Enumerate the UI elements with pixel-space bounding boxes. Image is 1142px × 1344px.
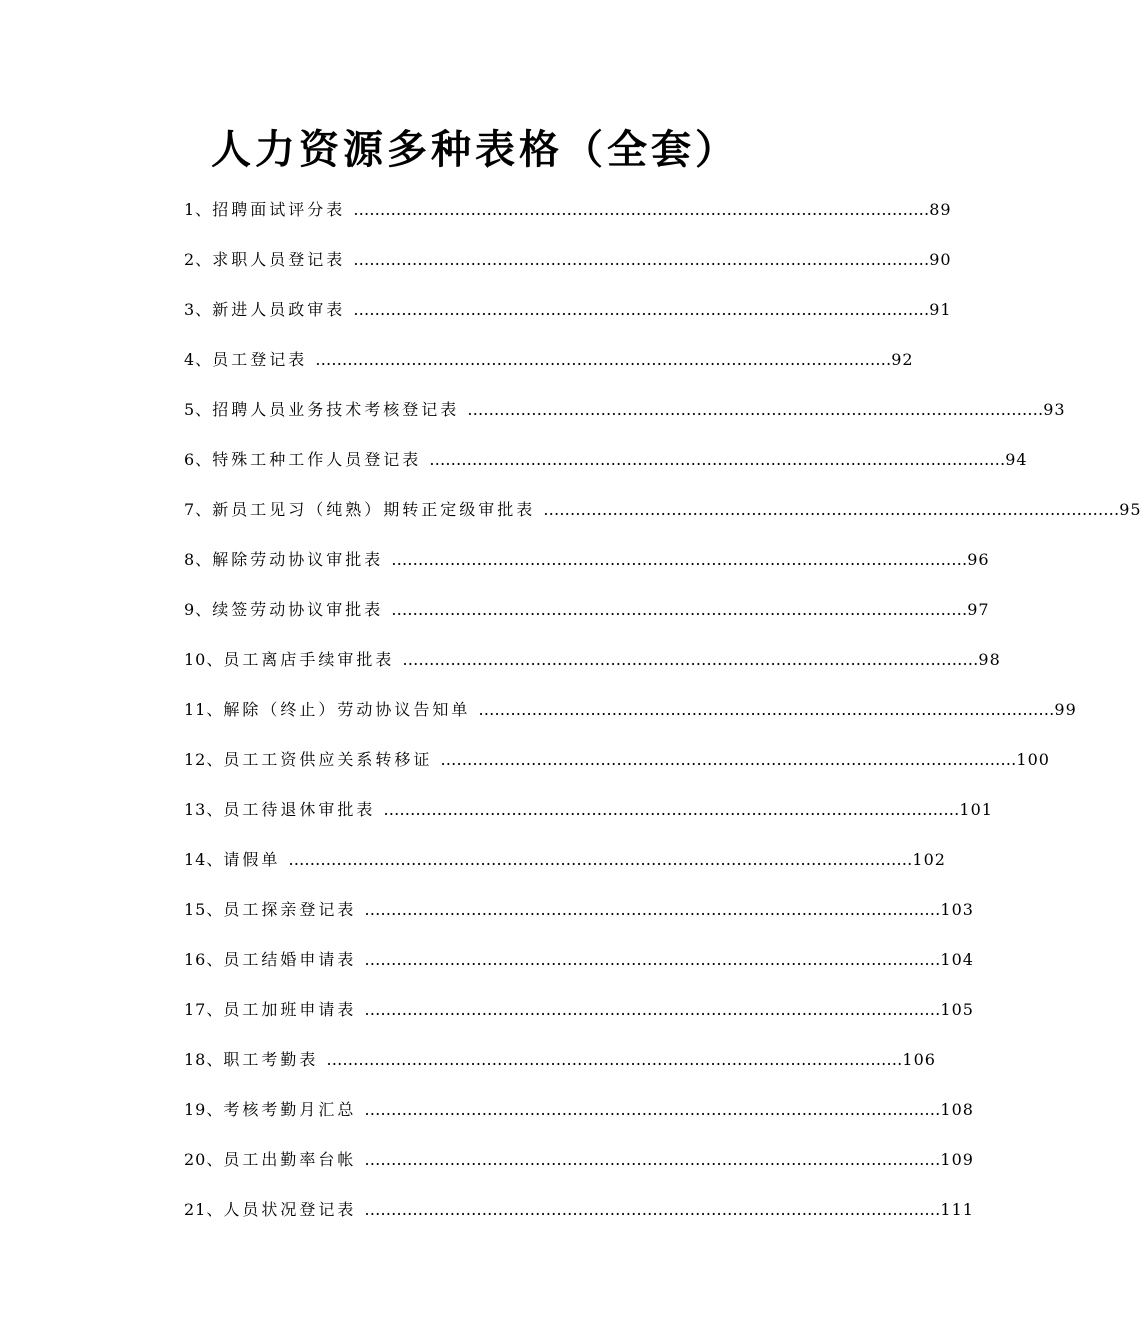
toc-entry-page: 93 [1043, 400, 1066, 419]
toc-entry[interactable] [184, 390, 1066, 430]
toc-entry-number: 4、 [184, 350, 213, 369]
toc-dot-leader: ……………………………………………………………………………………………… [364, 900, 941, 919]
toc-entry-number: 1、 [184, 200, 213, 219]
toc-entry[interactable] [184, 740, 1050, 780]
toc-entry-title: 特殊工种工作人员登记表 [212, 450, 422, 469]
toc-entry-number: 16、 [184, 950, 224, 969]
toc-entry[interactable] [184, 190, 952, 230]
toc-entry-page: 111 [940, 1200, 974, 1219]
toc-entry-page: 90 [929, 250, 952, 269]
toc-dot-leader: ……………………………………………………………………………………………… [353, 300, 930, 319]
toc-entry-title: 员工登记表 [212, 350, 308, 369]
toc-entry-page: 104 [940, 950, 974, 969]
toc-entry-title: 人员状况登记表 [223, 1200, 357, 1219]
toc-entry[interactable] [184, 1190, 974, 1230]
toc-entry-number: 17、 [184, 1000, 224, 1019]
toc-entry-title: 员工工资供应关系转移证 [223, 750, 433, 769]
toc-entry-title: 新员工见习（纯熟）期转正定级审批表 [212, 500, 536, 519]
toc-entry[interactable] [184, 790, 993, 830]
toc-dot-leader: ……………………………………………………………………………………………… [402, 650, 979, 669]
toc-entry-title: 员工出勤率台帐 [223, 1150, 357, 1169]
toc-entry-number: 10、 [184, 650, 224, 669]
toc-entry[interactable] [184, 490, 1142, 530]
toc-dot-leader: ……………………………………………………………………………………………… [383, 800, 960, 819]
toc-entry-title: 员工结婚申请表 [223, 950, 357, 969]
toc-entry-number: 14、 [184, 850, 224, 869]
toc-entry[interactable] [184, 890, 974, 930]
toc-dot-leader: ……………………………………………………………………………………………… [315, 350, 892, 369]
toc-entry-page: 101 [959, 800, 993, 819]
toc-entry-number: 18、 [184, 1050, 224, 1069]
toc-entry-number: 7、 [184, 500, 213, 519]
toc-dot-leader: ……………………………………………………………………………………………… [353, 200, 930, 219]
toc-dot-leader: ……………………………………………………………………………………………… [364, 950, 941, 969]
toc-entry-number: 20、 [184, 1150, 224, 1169]
toc-entry[interactable] [184, 340, 914, 380]
toc-entry-number: 21、 [184, 1200, 224, 1219]
toc-entry-page: 95 [1119, 500, 1142, 519]
toc-dot-leader: ……………………………………………………………………………………………… [364, 1100, 941, 1119]
toc-entry-title: 职工考勤表 [223, 1050, 319, 1069]
toc-entry[interactable] [184, 440, 1028, 480]
toc-entry[interactable] [184, 1040, 936, 1080]
toc-entry-title: 招聘面试评分表 [212, 200, 346, 219]
toc-entry-title: 招聘人员业务技术考核登记表 [212, 400, 460, 419]
toc-entry-title: 续签劳动协议审批表 [212, 600, 384, 619]
toc-entry-number: 2、 [184, 250, 213, 269]
toc-entry[interactable] [184, 990, 974, 1030]
toc-entry-title: 解除劳动协议审批表 [212, 550, 384, 569]
toc-entry-title: 员工离店手续审批表 [223, 650, 395, 669]
toc-entry-number: 8、 [184, 550, 213, 569]
toc-entry-number: 5、 [184, 400, 213, 419]
page-title: 人力资源多种表格（全套） [211, 126, 739, 173]
toc-entry[interactable] [184, 640, 1001, 680]
toc-entry[interactable] [184, 1090, 974, 1130]
toc-dot-leader: ……………………………………………………………………………………………… [543, 500, 1120, 519]
toc-entry-page: 91 [929, 300, 952, 319]
toc-entry-title: 解除（终止）劳动协议告知单 [223, 700, 471, 719]
toc-entry-page: 106 [902, 1050, 936, 1069]
toc-entry-title: 考核考勤月汇总 [223, 1100, 357, 1119]
toc-dot-leader: ……………………………………………………………………………………………… [364, 1200, 941, 1219]
toc-entry-title: 员工加班申请表 [223, 1000, 357, 1019]
toc-entry[interactable] [184, 840, 946, 880]
toc-entry-number: 11、 [184, 700, 224, 719]
toc-entry[interactable] [184, 590, 990, 630]
toc-entry-number: 19、 [184, 1100, 224, 1119]
toc-entry-number: 3、 [184, 300, 213, 319]
toc-dot-leader: ……………………………………………………………………………………………… [429, 450, 1006, 469]
toc-entry-title: 求职人员登记表 [212, 250, 346, 269]
toc-dot-leader: ……………………………………………………………………………………………… [467, 400, 1044, 419]
toc-entry[interactable] [184, 690, 1077, 730]
toc-entry-page: 103 [940, 900, 974, 919]
toc-entry-page: 97 [967, 600, 990, 619]
toc-entry-title: 新进人员政审表 [212, 300, 346, 319]
toc-entry[interactable] [184, 940, 974, 980]
toc-entry-title: 员工探亲登记表 [223, 900, 357, 919]
toc-entry-page: 98 [978, 650, 1001, 669]
toc-dot-leader: ……………………………………………………………………………………………… [353, 250, 930, 269]
toc-entry-number: 9、 [184, 600, 213, 619]
toc-entry-page: 109 [940, 1150, 974, 1169]
toc-entry-number: 15、 [184, 900, 224, 919]
toc-dot-leader: ……………………………………………………………………………………………… [326, 1050, 903, 1069]
toc-entry[interactable] [184, 240, 952, 280]
toc-entry-number: 6、 [184, 450, 213, 469]
toc-entry-page: 94 [1005, 450, 1028, 469]
toc-entry-title: 请假单 [223, 850, 281, 869]
toc-entry-page: 89 [929, 200, 952, 219]
toc-entry[interactable] [184, 540, 990, 580]
toc-dot-leader: ……………………………………………………………………………………………… [478, 700, 1055, 719]
toc-entry[interactable] [184, 290, 952, 330]
toc-dot-leader: ……………………………………………………………………………………………… [440, 750, 1017, 769]
toc-entry-page: 96 [967, 550, 990, 569]
toc-entry-page: 108 [940, 1100, 974, 1119]
toc-entry-title: 员工待退休审批表 [223, 800, 376, 819]
toc-entry-page: 105 [940, 1000, 974, 1019]
toc-entry-number: 13、 [184, 800, 224, 819]
toc-dot-leader: ……………………………………………………………………………………………… [364, 1150, 941, 1169]
toc-entry-number: 12、 [184, 750, 224, 769]
toc-dot-leader: ……………………………………………………………………………………………… [391, 600, 968, 619]
toc-dot-leader: ……………………………………………………………………………………………… [364, 1000, 941, 1019]
toc-entry-page: 92 [891, 350, 914, 369]
toc-entry-page: 102 [912, 850, 946, 869]
toc-dot-leader: ……………………………………………………………………………………………… [391, 550, 968, 569]
toc-dot-leader: ……………………………………………………………………………………………………… [288, 850, 913, 869]
toc-entry-page: 99 [1054, 700, 1077, 719]
toc-entry[interactable] [184, 1140, 974, 1180]
toc-entry-page: 100 [1016, 750, 1050, 769]
